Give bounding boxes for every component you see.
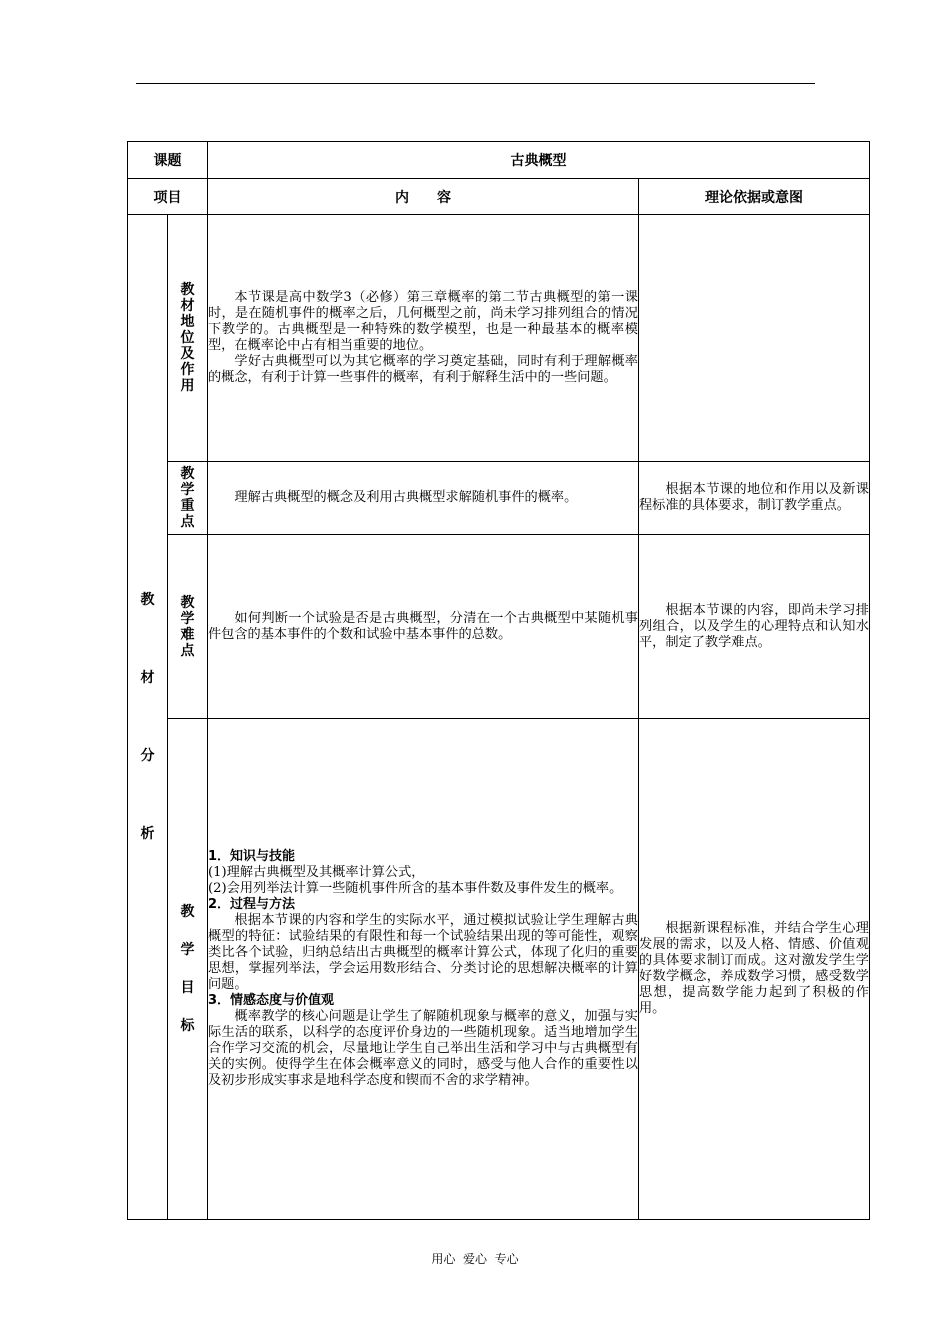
objectives-content bbox=[208, 719, 639, 1220]
top-rule bbox=[136, 83, 815, 84]
row-objectives bbox=[128, 719, 870, 1220]
objective-heading-2: 2．过程与方法 bbox=[208, 897, 296, 912]
row-position bbox=[128, 215, 870, 462]
objective-heading-1: 1．知识与技能 bbox=[208, 849, 296, 864]
content-header: 内 容 bbox=[208, 179, 639, 215]
objective-item-2: (2)会用列举法计算一些随机事件所含的基本事件数及事件发生的概率。 bbox=[208, 881, 623, 896]
row-label-position: 教 材 地 位 及 作 用 bbox=[168, 215, 208, 462]
keypoints-content: 理解古典概型的概念及利用古典概型求解随机事件的概率。 bbox=[208, 462, 639, 535]
difficulties-content: 如何判断一个试验是否是古典概型，分清在一个古典概型中某随机事件包含的基本事件的个数和试验中基本事件的总数。 bbox=[208, 535, 639, 719]
row-label-keypoints: 教 学 重 点 bbox=[168, 462, 208, 535]
topic-value: 古典概型 bbox=[208, 142, 870, 179]
objective-process-text: 根据本节课的内容和学生的实际水平，通过模拟试验让学生理解古典概型的特征：试验结果的有限性和每一个试验结果出现的等可能性，观察类比各个试验，归纳总结出古典概型的概率计算公式，体现了化归的重要思想，掌握列举法，学会运用数形结合、分类讨论的思想解决概率的计算问题。 bbox=[208, 913, 638, 992]
header-row bbox=[128, 179, 870, 215]
objective-attitude-text: 概率教学的核心问题是让学生了解随机现象与概率的意义，加强与实际生活的联系，以科学的态度评价身边的一些随机现象。适当地增加学生合作学习交流的机会，尽量地让学生自己举出生活和学习中与古典概型有关的实例。使得学生在体会概率意义的同时，感受与他人合作的重要性以及初步形成实事求是地科学态度和锲而不舍的求学精神。 bbox=[208, 1009, 638, 1088]
topic-label: 课题 bbox=[128, 142, 208, 179]
rationale-header: 理论依据或意图 bbox=[639, 179, 870, 215]
objective-item-1: (1)理解古典概型及其概率计算公式， bbox=[208, 865, 425, 880]
title-row bbox=[128, 142, 870, 179]
row-keypoints bbox=[128, 462, 870, 535]
position-content: 本节课是高中数学3（必修）第三章概率的第二节古典概型的第一课时，是在随机事件的概率之后，几何概型之前，尚未学习排列组合的情况下教学的。古典概型是一种特殊的数学模型，也是一种最基本的概率模型，在概率论中占有相当重要的地位。 学好古典概型可以为其它概率的学习奠定基础，同时有利于理解概率的概念，有利于计算一些事件的概率，有利于解释生活中的一些问题。 bbox=[208, 215, 639, 462]
keypoints-rationale: 根据本节课的地位和作用以及新课程标准的具体要求，制订教学重点。 bbox=[639, 462, 870, 535]
lesson-plan-table bbox=[127, 141, 870, 1220]
position-rationale bbox=[639, 215, 870, 462]
row-difficulties bbox=[128, 535, 870, 719]
row-label-objectives: 教 学 目 标 bbox=[168, 719, 208, 1220]
page-footer: 用心 爱心 专心 bbox=[431, 1252, 519, 1266]
objective-heading-3: 3．情感态度与价值观 bbox=[208, 993, 335, 1008]
row-label-difficulties: 教 学 难 点 bbox=[168, 535, 208, 719]
objectives-rationale: 根据新课程标准，并结合学生心理发展的需求，以及人格、情感、价值观的具体要求制订而成。这对激发学生学好数学概念，养成数学习惯，感受数学思想，提高数学能力起到了积极的作用。 bbox=[639, 719, 870, 1220]
item-header: 项目 bbox=[128, 179, 208, 215]
difficulties-rationale: 根据本节课的内容，即尚未学习排列组合，以及学生的心理特点和认知水平，制定了教学难点。 bbox=[639, 535, 870, 719]
section-label: 教 材 分 析 bbox=[128, 215, 168, 1220]
